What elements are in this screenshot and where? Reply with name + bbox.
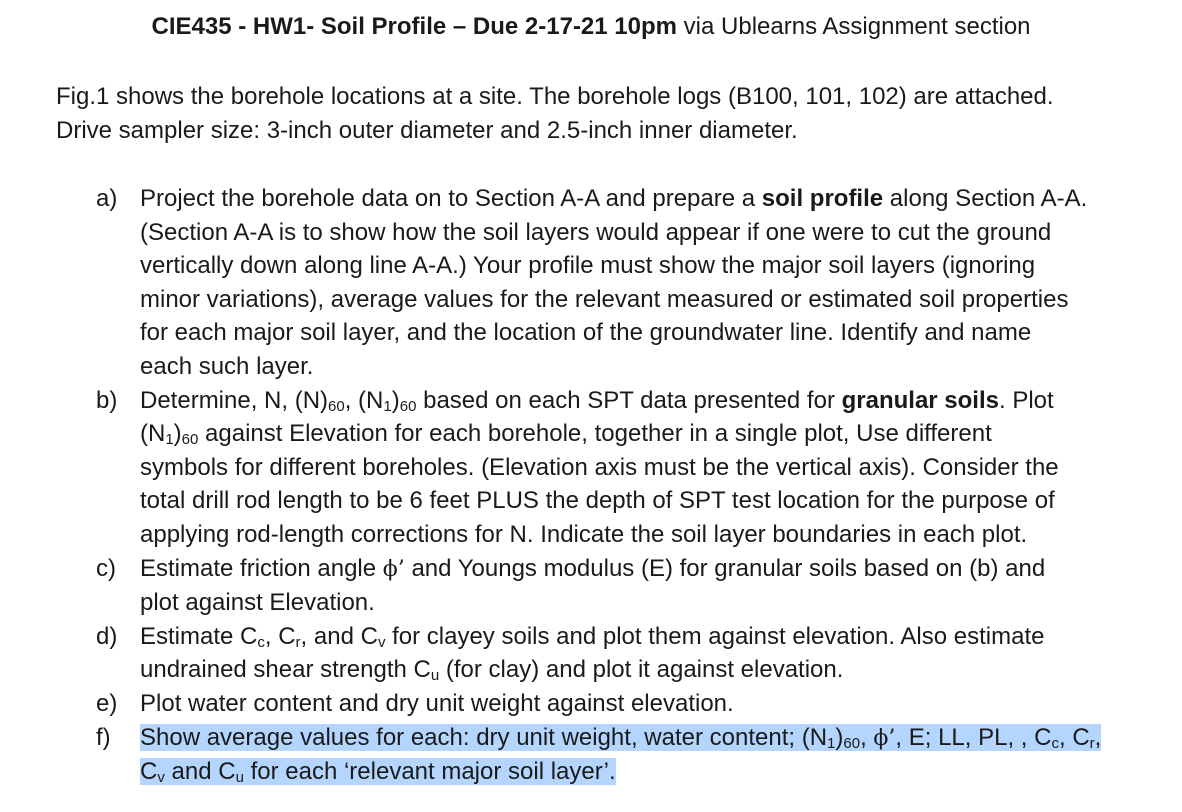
subscript: 60: [328, 397, 345, 415]
subscript: c: [1051, 734, 1059, 752]
text-run: along Section A-A.: [883, 185, 1088, 212]
subscript: u: [235, 769, 244, 787]
subscript: c: [257, 633, 265, 651]
phi-symbol: ϕ’: [873, 725, 896, 751]
subscript: 1: [383, 397, 392, 415]
text-run: ): [173, 420, 182, 448]
text-run: , E; LL, PL, , C: [895, 723, 1052, 751]
item-letter: c): [96, 554, 116, 582]
text-run: based on each SPT data presented for: [416, 386, 842, 414]
phi-symbol: ϕ’: [382, 556, 405, 582]
subscript: r: [1089, 734, 1095, 752]
text-run: and Youngs modulus (E) for granular soils based on (b) and: [404, 554, 1046, 582]
item-line: minor variations), average values for the relevant measured or estimated soil properties: [140, 285, 1069, 313]
item-letter: e): [96, 689, 118, 717]
bold-text: granular soils: [841, 386, 999, 414]
subscript: 60: [181, 431, 199, 449]
text-run: Project the borehole data on to Section A-A and prepare a: [140, 185, 762, 212]
item-line: Plot water content and dry unit weight against elevation.: [140, 689, 734, 717]
item-line: for each major soil layer, and the location of the groundwater line. Identify and name: [140, 319, 1032, 347]
item-letter: a): [96, 185, 118, 212]
item-line: symbols for different boreholes. (Elevation axis must be the vertical axis). Consider the: [140, 453, 1059, 481]
text-run: ,: [1094, 723, 1102, 751]
intro-line: Drive sampler size: 3-inch outer diameter and 2.5-inch inner diameter.: [56, 117, 798, 144]
selected-text[interactable]: [140, 758, 616, 785]
item-line: [140, 552, 1156, 587]
text-run: Determine, N, (N): [140, 386, 329, 414]
subscript: 1: [165, 431, 174, 449]
bold-text: soil profile: [761, 185, 884, 212]
intro-paragraph: [56, 80, 1156, 148]
text-run: ): [835, 723, 844, 751]
text-run: Estimate C: [140, 622, 258, 650]
text-run: , and C: [300, 622, 378, 650]
subscript: 60: [399, 397, 417, 415]
text-run: (N: [140, 420, 166, 448]
subscript: 60: [843, 734, 861, 752]
task-item-c: [96, 552, 1156, 620]
item-line: [140, 417, 1156, 451]
item-line: each such layer.: [140, 352, 314, 380]
subscript: v: [377, 633, 386, 651]
text-run: against Elevation for each borehole, together in a single plot, Use different: [198, 420, 992, 448]
text-run: , C: [1058, 723, 1090, 751]
selected-text[interactable]: [140, 724, 1101, 751]
text-run: , (N: [344, 386, 384, 414]
text-run: (for clay) and plot it against elevation.: [439, 656, 844, 684]
text-run: undrained shear strength C: [140, 656, 431, 684]
item-line: vertically down along line A-A.) Your profile must show the major soil layers (ignoring: [140, 252, 1036, 280]
text-run: ): [391, 386, 400, 414]
text-run: for each ‘relevant major soil layer’.: [243, 758, 616, 786]
intro-line: Fig.1 shows the borehole locations at a site. The borehole logs (B100, 101, 102) are attached.: [56, 83, 1054, 110]
item-line: [140, 653, 1156, 687]
item-line: [140, 384, 1156, 418]
item-line: [140, 721, 1156, 756]
item-line: [140, 620, 1156, 654]
task-item-b: [96, 384, 1156, 552]
item-letter: f): [96, 723, 111, 751]
text-run: . Plot: [999, 386, 1054, 414]
subscript: r: [295, 633, 301, 651]
document-title: [0, 12, 1182, 42]
item-letter: d): [96, 622, 118, 650]
text-run: Estimate friction angle: [140, 554, 383, 582]
item-line: [140, 182, 1156, 216]
text-run: for clayey soils and plot them against elevation. Also estimate: [385, 622, 1045, 650]
title-rest: via Ublearns Assignment section: [677, 13, 1031, 40]
item-line: (Section A-A is to show how the soil layers would appear if one were to cut the ground: [140, 218, 1052, 246]
item-line: total drill rod length to be 6 feet PLUS the depth of SPT test location for the purpose of: [140, 487, 1055, 515]
text-run: ,: [860, 723, 874, 751]
text-run: Show average values for each: dry unit weight, water content; (N: [140, 723, 828, 751]
subscript: u: [430, 667, 440, 685]
item-letter: b): [96, 386, 118, 414]
task-item-f: [96, 721, 1156, 789]
text-run: , C: [264, 622, 296, 650]
text-run: and C: [164, 758, 236, 786]
task-item-a: [96, 182, 1156, 384]
item-line: applying rod-length corrections for N. Indicate the soil layer boundaries in each plot.: [140, 520, 1028, 548]
task-item-e: [96, 687, 1156, 721]
subscript: 1: [827, 734, 836, 752]
text-run: C: [140, 758, 158, 786]
item-line: [140, 755, 1156, 789]
task-list: [96, 182, 1156, 789]
task-item-d: [96, 620, 1156, 687]
subscript: v: [157, 769, 165, 787]
item-line: plot against Elevation.: [140, 589, 375, 617]
title-bold: CIE435 - HW1- Soil Profile – Due 2-17-21 10pm: [151, 13, 677, 40]
